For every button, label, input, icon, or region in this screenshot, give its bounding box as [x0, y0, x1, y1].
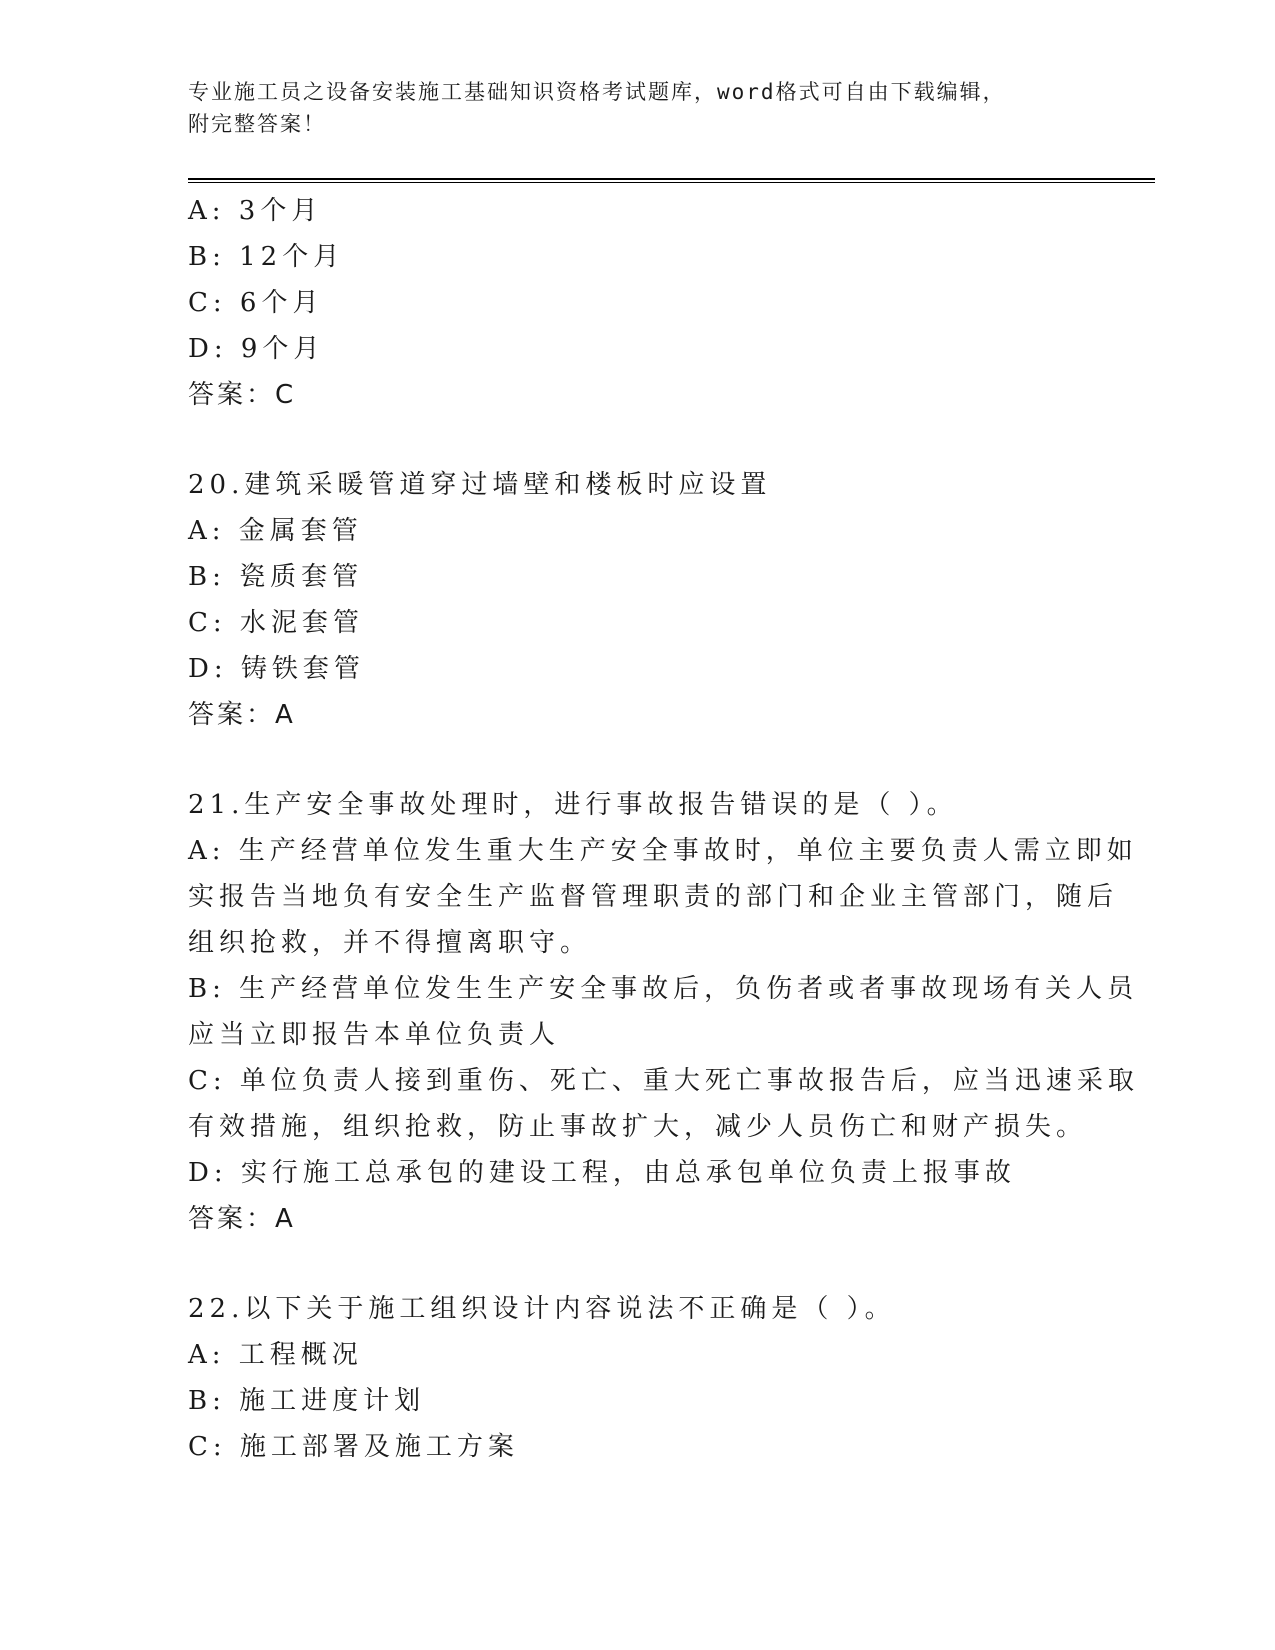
q20-option-d: D: 铸铁套管 — [188, 654, 365, 684]
q21-option-a-line-3: 组织抢救，并不得擅离职守。 — [188, 928, 592, 958]
header-divider-thin — [188, 182, 1155, 183]
q19-option-c: C: 6个月 — [188, 288, 324, 318]
q20-option-b: B: 瓷质套管 — [188, 562, 364, 592]
q21-option-c-line-2: 有效措施，组织抢救，防止事故扩大，减少人员伤亡和财产损失。 — [188, 1112, 1088, 1142]
q21-option-a-line-2: 实报告当地负有安全生产监督管理职责的部门和企业主管部门，随后 — [188, 882, 1119, 912]
question-21 — [188, 782, 1139, 1242]
question-list — [188, 188, 1139, 1470]
q20-answer: 答案：A — [188, 700, 296, 730]
q21-answer: 答案：A — [188, 1204, 296, 1234]
header-divider-thick — [188, 178, 1155, 180]
q21-question-text: 21.生产安全事故处理时，进行事故报告错误的是（ ）。 — [188, 790, 958, 820]
q21-option-b-line-2: 应当立即报告本单位负责人 — [188, 1020, 561, 1050]
question-19 — [188, 188, 1088, 418]
document-header — [188, 76, 1068, 140]
q20-option-c: C: 水泥套管 — [188, 608, 364, 638]
q19-option-b: B: 12个月 — [188, 242, 345, 272]
q19-option-a: A: 3个月 — [188, 196, 323, 226]
question-22 — [188, 1286, 1088, 1470]
q21-option-a-line-1: A: 生产经营单位发生重大生产安全事故时，单位主要负责人需立即如 — [188, 836, 1138, 866]
q19-option-d: D: 9个月 — [188, 334, 325, 364]
header-line-1: 专业施工员之设备安装施工基础知识资格考试题库，word格式可自由下载编辑， — [188, 80, 1006, 104]
q22-question-text: 22.以下关于施工组织设计内容说法不正确是（ ）。 — [188, 1294, 896, 1324]
q21-option-b-line-1: B: 生产经营单位发生生产安全事故后，负伤者或者事故现场有关人员 — [188, 974, 1139, 1004]
q22-option-b: B: 施工进度计划 — [188, 1386, 426, 1416]
q21-option-c-line-1: C: 单位负责人接到重伤、死亡、重大死亡事故报告后，应当迅速采取 — [188, 1066, 1139, 1096]
q19-answer: 答案：C — [188, 380, 297, 410]
spacer — [188, 1242, 1088, 1286]
spacer — [188, 738, 1088, 782]
question-20 — [188, 462, 1088, 738]
header-line-2: 附完整答案！ — [188, 112, 326, 136]
q21-option-d: D: 实行施工总承包的建设工程，由总承包单位负责上报事故 — [188, 1158, 1016, 1188]
q20-question-text: 20.建筑采暖管道穿过墙壁和楼板时应设置 — [188, 470, 772, 500]
q22-option-c: C: 施工部署及施工方案 — [188, 1432, 519, 1462]
spacer — [188, 418, 1088, 462]
q20-option-a: A: 金属套管 — [188, 516, 363, 546]
q22-option-a: A: 工程概况 — [188, 1340, 363, 1370]
